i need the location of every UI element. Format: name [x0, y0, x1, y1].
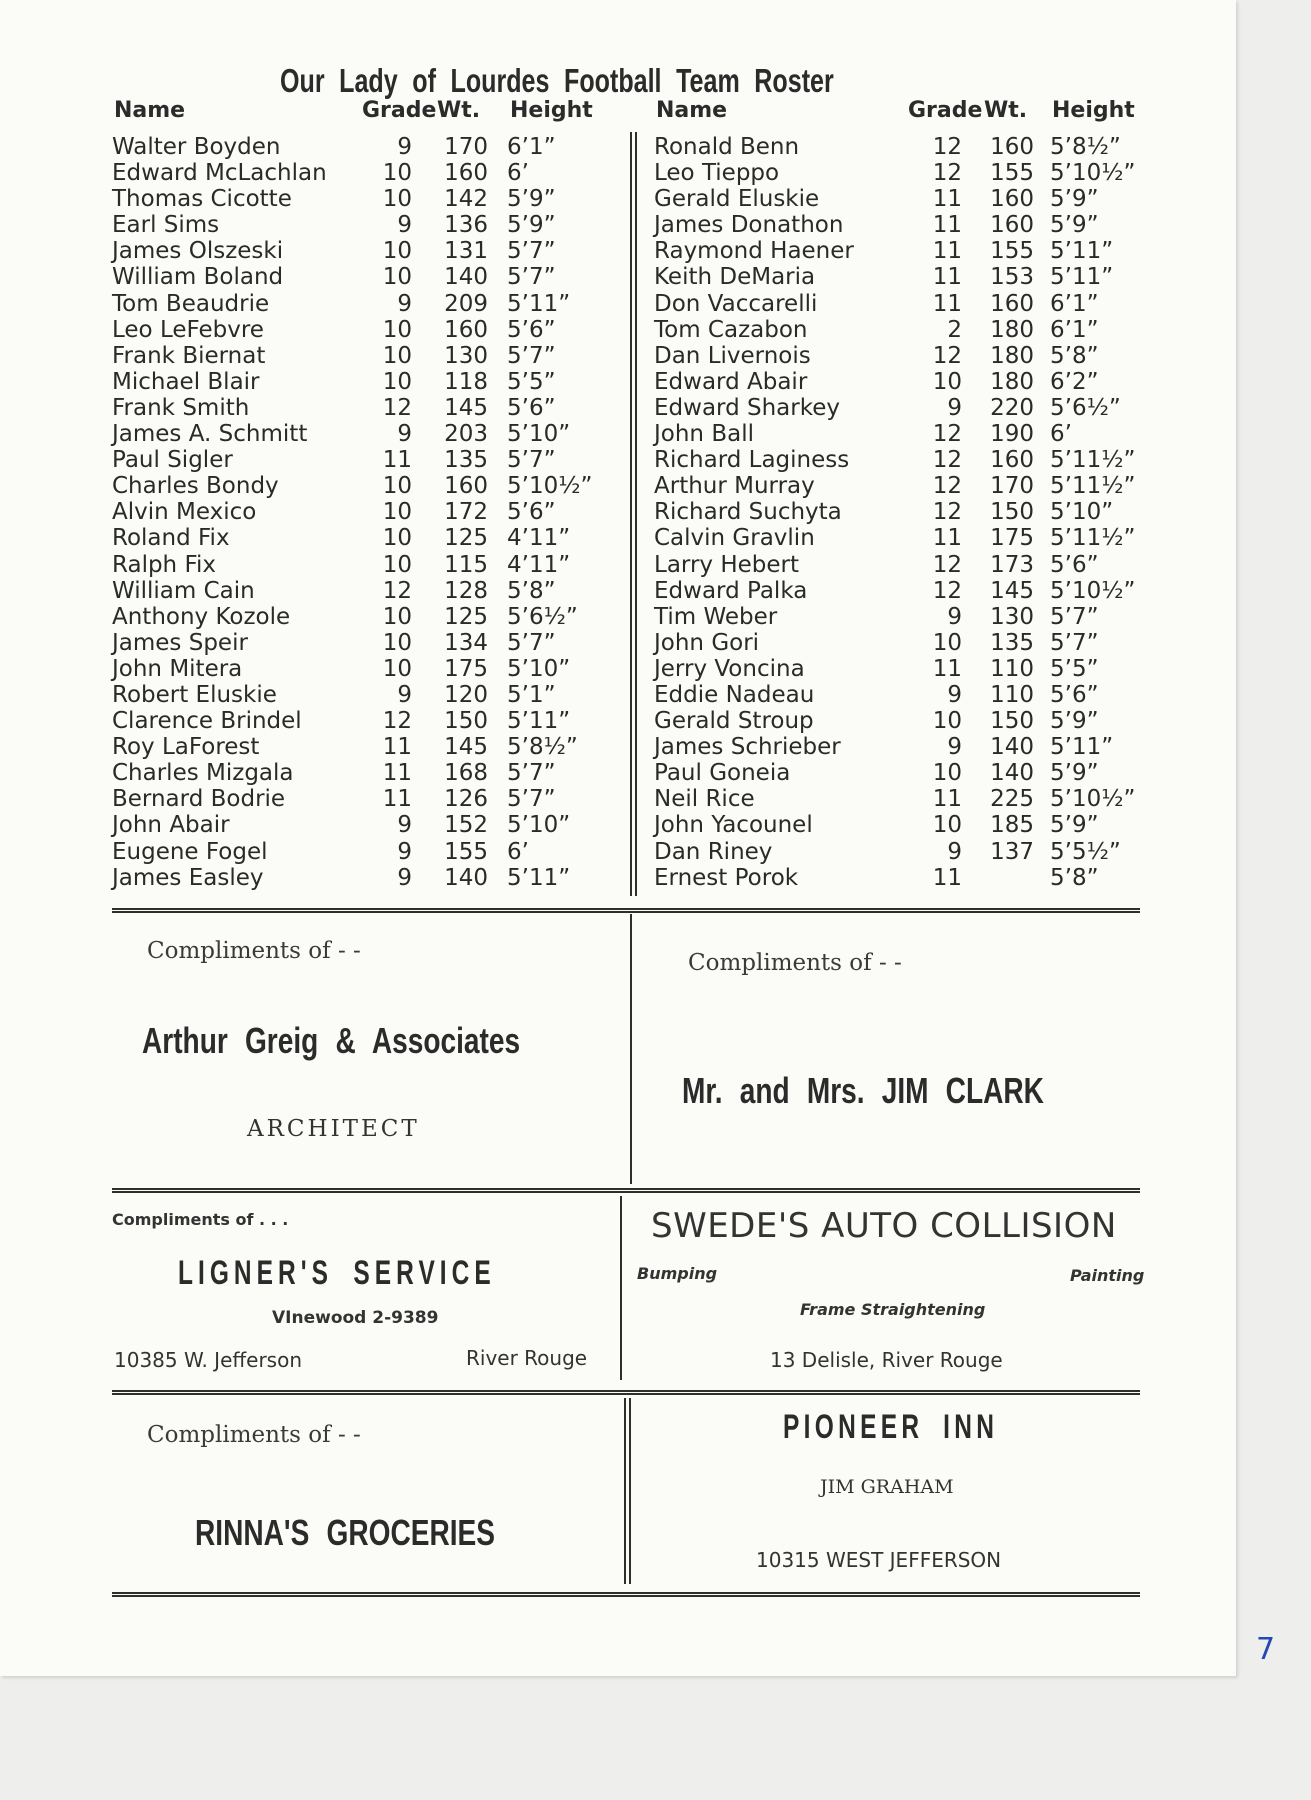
player-name: Tom Beaudrie: [112, 290, 270, 317]
player-grade: 2: [947, 316, 962, 343]
player-name: Robert Eluskie: [112, 681, 277, 708]
player-grade: 10: [382, 525, 412, 552]
player-grade: 10: [382, 551, 412, 578]
player-grade: 11: [932, 238, 962, 265]
player-grade: 9: [947, 394, 962, 421]
player-weight: 145: [444, 734, 488, 761]
player-name: James Olszeski: [112, 238, 284, 265]
player-height: 6’: [507, 160, 529, 187]
header-grade-right: Grade: [908, 98, 983, 123]
player-grade: 11: [932, 186, 962, 213]
section-rule: [112, 1188, 1140, 1193]
ad-business-name: Mr. and Mrs. JIM CLARK: [682, 1070, 1044, 1111]
ad-divider: [629, 1398, 631, 1584]
player-name: Dan Riney: [654, 838, 773, 865]
ad-business-name: Arthur Greig & Associates: [142, 1020, 521, 1061]
player-height: 4’11”: [507, 551, 571, 578]
player-grade: 10: [382, 186, 412, 213]
player-name: Edward Palka: [654, 577, 808, 604]
player-grade: 11: [382, 786, 412, 813]
player-name: Edward Sharkey: [654, 394, 840, 421]
player-grade: 12: [932, 577, 962, 604]
player-height: 5’6”: [1050, 551, 1099, 578]
player-grade: 9: [397, 812, 412, 839]
player-grade: 11: [932, 212, 962, 239]
ad-business-name: LIGNER'S SERVICE: [178, 1254, 496, 1292]
player-grade: 9: [947, 734, 962, 761]
player-height: 5’6½”: [507, 603, 578, 630]
player-grade: 11: [932, 264, 962, 291]
player-weight: 155: [990, 160, 1034, 187]
ad-business-name: RINNA'S GROCERIES: [195, 1512, 495, 1553]
player-height: 5’7”: [507, 447, 556, 474]
player-height: 5’7”: [507, 786, 556, 813]
player-name: Thomas Cicotte: [112, 186, 292, 213]
player-name: James Schrieber: [654, 734, 841, 761]
player-name: William Cain: [112, 577, 255, 604]
player-grade: 11: [382, 447, 412, 474]
player-height: 5’11”: [1050, 238, 1114, 265]
ad-owner: JIM GRAHAM: [820, 1476, 954, 1498]
player-name: Paul Sigler: [112, 447, 233, 474]
player-weight: 160: [444, 316, 488, 343]
header-wt-left: Wt.: [437, 98, 481, 123]
player-grade: 10: [382, 238, 412, 265]
player-name: Gerald Eluskie: [654, 186, 820, 213]
player-weight: 155: [990, 238, 1034, 265]
compliments-label: Compliments of - -: [147, 938, 361, 964]
player-grade: 10: [932, 708, 962, 735]
player-weight: 168: [444, 760, 488, 787]
player-grade: 9: [397, 838, 412, 865]
player-height: 5’11½”: [1050, 447, 1136, 474]
player-height: 5’8”: [1050, 864, 1099, 891]
player-weight: 115: [444, 551, 488, 578]
player-height: 4’11”: [507, 525, 571, 552]
player-height: 5’11½”: [1050, 473, 1136, 500]
player-weight: 153: [990, 264, 1034, 291]
player-height: 5’8”: [507, 577, 556, 604]
ad-divider: [620, 1196, 622, 1380]
player-weight: 209: [444, 290, 488, 317]
ad-city: River Rouge: [466, 1346, 588, 1370]
player-height: 6’2”: [1050, 368, 1099, 395]
player-grade: 11: [932, 864, 962, 891]
player-name: Michael Blair: [112, 368, 260, 395]
player-weight: 160: [990, 212, 1034, 239]
player-grade: 12: [382, 394, 412, 421]
player-grade: 10: [382, 368, 412, 395]
player-grade: 9: [397, 290, 412, 317]
player-height: 5’8½”: [507, 734, 578, 761]
player-height: 5’6½”: [1050, 394, 1121, 421]
player-name: John Abair: [112, 812, 230, 839]
player-height: 5’9”: [1050, 212, 1099, 239]
player-name: James Speir: [112, 629, 248, 656]
player-height: 5’7”: [1050, 603, 1099, 630]
player-name: Don Vaccarelli: [654, 290, 818, 317]
section-rule: [112, 1592, 1140, 1597]
player-weight: 152: [444, 812, 488, 839]
player-name: Charles Bondy: [112, 473, 279, 500]
player-grade: 12: [932, 447, 962, 474]
player-weight: 185: [990, 812, 1034, 839]
ad-divider: [624, 1398, 626, 1584]
ad-service-middle: Frame Straightening: [800, 1300, 986, 1319]
player-height: 5’6”: [507, 499, 556, 526]
player-grade: 9: [397, 134, 412, 160]
player-name: Richard Laginess: [654, 447, 850, 474]
player-weight: 160: [990, 186, 1034, 213]
player-weight: 142: [444, 186, 488, 213]
player-name: Clarence Brindel: [112, 708, 302, 735]
player-height: 5’10½”: [507, 473, 593, 500]
player-name: Gerald Stroup: [654, 708, 814, 735]
player-height: 5’7”: [507, 264, 556, 291]
ad-role: ARCHITECT: [247, 1116, 420, 1142]
player-name: Frank Biernat: [112, 342, 266, 369]
player-weight: 110: [990, 655, 1034, 682]
player-weight: 172: [444, 499, 488, 526]
player-grade: 10: [382, 264, 412, 291]
player-weight: 134: [444, 629, 488, 656]
player-weight: 170: [444, 134, 488, 160]
player-name: Eddie Nadeau: [654, 681, 815, 708]
player-name: Ralph Fix: [112, 551, 217, 578]
player-height: 6’1”: [1050, 290, 1099, 317]
ad-business-name: PIONEER INN: [783, 1408, 999, 1446]
player-name: John Gori: [654, 629, 760, 656]
ad-address: 10385 W. Jefferson: [114, 1348, 303, 1372]
player-grade: 10: [932, 812, 962, 839]
player-weight: 125: [444, 525, 488, 552]
player-grade: 9: [397, 212, 412, 239]
player-weight: 150: [990, 708, 1034, 735]
player-name: Jerry Voncina: [654, 655, 805, 682]
player-weight: 190: [990, 421, 1034, 448]
player-name: William Boland: [112, 264, 284, 291]
player-weight: 140: [444, 864, 488, 891]
player-grade: 10: [932, 760, 962, 787]
player-name: Roland Fix: [112, 525, 230, 552]
player-grade: 9: [397, 681, 412, 708]
player-name: Charles Mizgala: [112, 760, 294, 787]
handwritten-page-number: 7: [1256, 1632, 1276, 1667]
player-weight: 136: [444, 212, 488, 239]
player-height: 6’1”: [507, 134, 556, 160]
player-height: 5’1”: [507, 681, 556, 708]
player-weight: 160: [444, 160, 488, 187]
player-weight: 145: [444, 394, 488, 421]
player-weight: 160: [990, 290, 1034, 317]
player-name: Raymond Haener: [654, 238, 854, 265]
player-name: John Yacounel: [654, 812, 813, 839]
header-grade-left: Grade: [362, 98, 437, 123]
player-name: Earl Sims: [112, 212, 220, 239]
player-weight: 120: [444, 681, 488, 708]
player-name: John Mitera: [112, 655, 243, 682]
player-height: 5’10”: [507, 655, 571, 682]
player-name: Ernest Porok: [654, 864, 799, 891]
player-height: 5’11½”: [1050, 525, 1136, 552]
player-name: Roy LaForest: [112, 734, 260, 761]
player-grade: 11: [382, 734, 412, 761]
ad-address: 10315 WEST JEFFERSON: [756, 1548, 1002, 1572]
player-height: 5’9”: [507, 186, 556, 213]
player-grade: 12: [382, 577, 412, 604]
player-height: 5’5½”: [1050, 838, 1121, 865]
player-height: 6’1”: [1050, 316, 1099, 343]
player-name: Tom Cazabon: [654, 316, 808, 343]
player-grade: 10: [382, 342, 412, 369]
player-grade: 9: [947, 838, 962, 865]
ad-service-right: Painting: [1070, 1266, 1145, 1285]
player-weight: 180: [990, 342, 1034, 369]
header-height-left: Height: [510, 98, 593, 123]
player-grade: 11: [932, 525, 962, 552]
player-name: John Ball: [654, 421, 754, 448]
player-grade: 12: [932, 499, 962, 526]
player-height: 5’10”: [507, 421, 571, 448]
player-weight: 175: [990, 525, 1034, 552]
ad-phone: VInewood 2-9389: [272, 1308, 439, 1328]
player-grade: 9: [397, 864, 412, 891]
player-height: 5’8½”: [1050, 134, 1121, 160]
player-name: Paul Goneia: [654, 760, 791, 787]
player-weight: 160: [444, 473, 488, 500]
ad-address: 13 Delisle, River Rouge: [770, 1348, 1003, 1372]
player-weight: 128: [444, 577, 488, 604]
header-name-right: Name: [656, 98, 728, 123]
player-height: 5’5”: [507, 368, 556, 395]
player-height: 5’11”: [1050, 734, 1114, 761]
header-name-left: Name: [114, 98, 186, 123]
player-name: Alvin Mexico: [112, 499, 257, 526]
player-weight: 203: [444, 421, 488, 448]
player-weight: 160: [990, 134, 1034, 160]
player-grade: 12: [932, 134, 962, 160]
player-weight: 150: [444, 708, 488, 735]
player-height: 5’9”: [1050, 760, 1099, 787]
player-name: Walter Boyden: [112, 134, 281, 160]
section-rule: [112, 908, 1140, 913]
player-name: Arthur Murray: [654, 473, 815, 500]
player-weight: 160: [990, 447, 1034, 474]
player-name: Keith DeMaria: [654, 264, 816, 291]
roster-divider: [630, 132, 632, 896]
player-grade: 10: [382, 655, 412, 682]
player-grade: 12: [932, 342, 962, 369]
player-grade: 10: [932, 629, 962, 656]
player-weight: 140: [990, 760, 1034, 787]
player-height: 5’5”: [1050, 655, 1099, 682]
player-grade: 11: [932, 290, 962, 317]
player-weight: 140: [444, 264, 488, 291]
player-height: 5’8”: [1050, 342, 1099, 369]
player-height: 5’7”: [1050, 629, 1099, 656]
player-height: 5’6”: [507, 316, 556, 343]
player-grade: 10: [382, 160, 412, 187]
player-name: Calvin Gravlin: [654, 525, 815, 552]
roster-divider: [635, 132, 637, 896]
player-height: 5’9”: [1050, 708, 1099, 735]
player-grade: 11: [932, 786, 962, 813]
header-wt-right: Wt.: [984, 98, 1028, 123]
player-weight: 140: [990, 734, 1034, 761]
player-name: James Easley: [112, 864, 264, 891]
player-weight: 137: [990, 838, 1034, 865]
player-name: Leo Tieppo: [654, 160, 780, 187]
player-weight: 225: [990, 786, 1034, 813]
player-name: Larry Hebert: [654, 551, 800, 578]
player-height: 5’10½”: [1050, 577, 1136, 604]
player-weight: 175: [444, 655, 488, 682]
player-grade: 12: [932, 473, 962, 500]
player-weight: 118: [444, 368, 488, 395]
player-weight: 220: [990, 394, 1034, 421]
player-grade: 10: [382, 316, 412, 343]
player-name: Edward McLachlan: [112, 160, 327, 187]
player-grade: 12: [932, 551, 962, 578]
player-name: Ronald Benn: [654, 134, 800, 160]
player-grade: 9: [397, 421, 412, 448]
player-name: James Donathon: [654, 212, 844, 239]
player-grade: 11: [382, 760, 412, 787]
player-name: Dan Livernois: [654, 342, 811, 369]
player-height: 5’7”: [507, 238, 556, 265]
player-name: Eugene Fogel: [112, 838, 268, 865]
player-weight: 145: [990, 577, 1034, 604]
player-grade: 12: [932, 160, 962, 187]
player-weight: 126: [444, 786, 488, 813]
compliments-label: Compliments of - -: [147, 1422, 361, 1448]
player-grade: 10: [382, 603, 412, 630]
player-weight: 130: [990, 603, 1034, 630]
player-grade: 10: [382, 629, 412, 656]
compliments-label: Compliments of - -: [688, 950, 902, 976]
player-grade: 12: [932, 421, 962, 448]
player-weight: 131: [444, 238, 488, 265]
player-name: Frank Smith: [112, 394, 250, 421]
player-name: Tim Weber: [654, 603, 778, 630]
ad-divider: [630, 914, 632, 1184]
player-weight: 173: [990, 551, 1034, 578]
player-height: 5’11”: [507, 708, 571, 735]
player-height: 6’: [507, 838, 529, 865]
player-height: 5’6”: [1050, 681, 1099, 708]
player-weight: 125: [444, 603, 488, 630]
player-name: Leo LeFebvre: [112, 316, 264, 343]
player-weight: 180: [990, 316, 1034, 343]
header-height-right: Height: [1052, 98, 1135, 123]
player-grade: 10: [932, 368, 962, 395]
section-rule: [112, 1390, 1140, 1395]
player-height: 5’11”: [507, 290, 571, 317]
player-height: 5’7”: [507, 760, 556, 787]
player-height: 5’10½”: [1050, 786, 1136, 813]
ad-service-left: Bumping: [637, 1264, 718, 1283]
player-weight: 155: [444, 838, 488, 865]
player-grade: 9: [947, 681, 962, 708]
player-name: Bernard Bodrie: [112, 786, 286, 813]
compliments-label: Compliments of . . .: [112, 1210, 289, 1229]
player-grade: 11: [932, 655, 962, 682]
player-weight: 180: [990, 368, 1034, 395]
player-height: 5’9”: [1050, 812, 1099, 839]
player-height: 5’6”: [507, 394, 556, 421]
player-height: 5’11”: [1050, 264, 1114, 291]
player-weight: 110: [990, 681, 1034, 708]
player-height: 5’9”: [507, 212, 556, 239]
player-weight: 130: [444, 342, 488, 369]
player-name: Edward Abair: [654, 368, 808, 395]
player-grade: 12: [382, 708, 412, 735]
player-height: 5’10”: [1050, 499, 1114, 526]
player-height: 5’10”: [507, 812, 571, 839]
player-height: 5’10½”: [1050, 160, 1136, 187]
player-name: Richard Suchyta: [654, 499, 842, 526]
player-grade: 10: [382, 499, 412, 526]
ad-business-name: SWEDE'S AUTO COLLISION: [651, 1206, 1117, 1246]
player-name: Neil Rice: [654, 786, 755, 813]
player-grade: 10: [382, 473, 412, 500]
player-weight: 135: [990, 629, 1034, 656]
player-name: James A. Schmitt: [112, 421, 308, 448]
player-height: 5’7”: [507, 629, 556, 656]
player-weight: 150: [990, 499, 1034, 526]
roster-title: Our Lady of Lourdes Football Team Roster: [280, 62, 834, 99]
player-grade: 9: [947, 603, 962, 630]
player-weight: 170: [990, 473, 1034, 500]
player-height: 5’9”: [1050, 186, 1099, 213]
player-height: 6’: [1050, 421, 1072, 448]
player-weight: 135: [444, 447, 488, 474]
player-name: Anthony Kozole: [112, 603, 291, 630]
player-height: 5’11”: [507, 864, 571, 891]
player-height: 5’7”: [507, 342, 556, 369]
